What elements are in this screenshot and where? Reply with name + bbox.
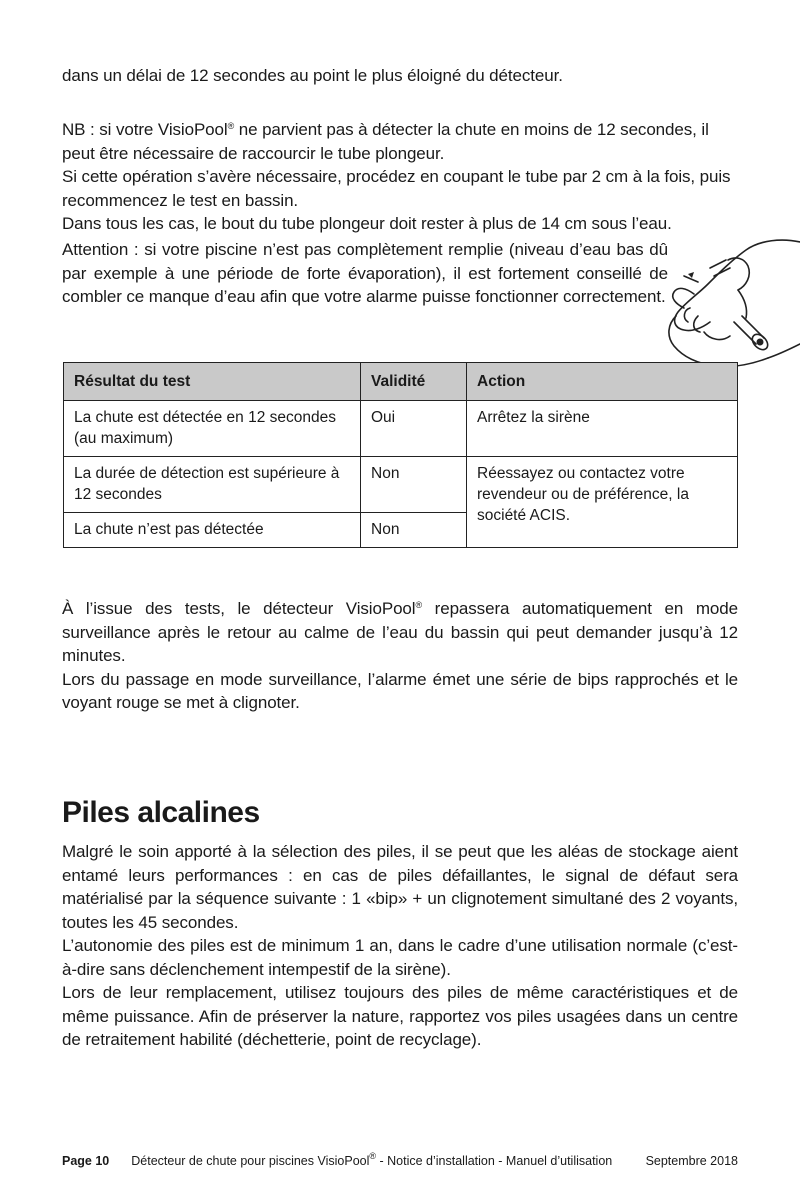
section-title: Piles alcalines [62, 796, 260, 829]
document-title: Détecteur de chute pour piscines VisioPool® - Notice d’installation - Manuel d’utilisation [131, 1151, 613, 1168]
attention-paragraph: Attention : si votre piscine n’est pas complètement remplie (niveau d’eau bas dû par exemple à une période de forte évaporation), il est fortement conseillé de combler ce manque d’eau afin que votre alarme puisse fonctionner correctement. [62, 240, 668, 306]
table-header-row [64, 363, 738, 401]
footer-left [62, 1151, 613, 1168]
row-result: La chute est détectée en 12 secondes (au maximum) [64, 401, 361, 457]
row-action: Réessayez ou contactez votre revendeur ou de préférence, la société ACIS. [467, 457, 738, 548]
hand-cutting-tube-icon [664, 232, 800, 382]
row-result: La durée de détection est supérieure à 12 secondes [64, 457, 361, 513]
row-action: Arrêtez la sirène [467, 401, 738, 457]
header-action: Action [467, 363, 738, 401]
footer-date: Septembre 2018 [645, 1154, 738, 1168]
header-validity: Validité [361, 363, 467, 401]
after-tests-paragraph: À l’issue des tests, le détecteur VisioPool® repassera automatiquement en mode surveillance après le retour au calme de l’eau du bassin qui peut demander jusqu’à 12 minutes. Lors du passage en mode surveillance, l’alarme émet une série de bips rapprochés et le voyant rouge se met à clignoter. [62, 599, 738, 712]
row-validity: Non [361, 513, 467, 548]
row-result: La chute n’est pas détectée [64, 513, 361, 548]
page-number: Page 10 [62, 1154, 110, 1168]
nb-paragraph: NB : si votre VisioPool® ne parvient pas à détecter la chute en moins de 12 secondes, il peut être nécessaire de raccourcir le tube plongeur. Si cette opération s’avère nécessaire, procédez en coupant le tube par 2 cm à la fois, puis recommencez le test en bassin. Dans tous les cas, le bout du tube plongeur doit rester à plus de 14 cm sous l’eau. [62, 120, 731, 233]
registered-mark: ® [415, 600, 423, 610]
row-validity: Non [361, 457, 467, 513]
header-result: Résultat du test [64, 363, 361, 401]
test-results-table [63, 362, 738, 548]
registered-mark: ® [369, 1151, 377, 1161]
intro-paragraph: dans un délai de 12 secondes au point le plus éloigné du détecteur. [62, 66, 563, 85]
table-row [64, 401, 738, 457]
table-row [64, 457, 738, 513]
registered-mark: ® [227, 121, 235, 131]
page-footer [62, 1151, 738, 1168]
row-validity: Oui [361, 401, 467, 457]
batteries-paragraph: Malgré le soin apporté à la sélection des piles, il se peut que les aléas de stockage aient entamé leurs performances : en cas de piles défaillantes, le signal de défaut sera matérialisé par la séquence suivante : 1 «bip» + un clignotement simultané des 2 voyants, toutes les 45 secondes. L’autonomie des piles est de minimum 1 an, dans le cadre d’une utilisation normale (c’est-à-dire sans déclenchement intempestif de la sirène). Lors de leur remplacement, utilisez toujours des piles de même caractéristiques et de même puissance. Afin de préserver la nature, rapportez vos piles usagées dans un centre de retraitement habilité (déchetterie, point de recyclage). [62, 842, 738, 1049]
